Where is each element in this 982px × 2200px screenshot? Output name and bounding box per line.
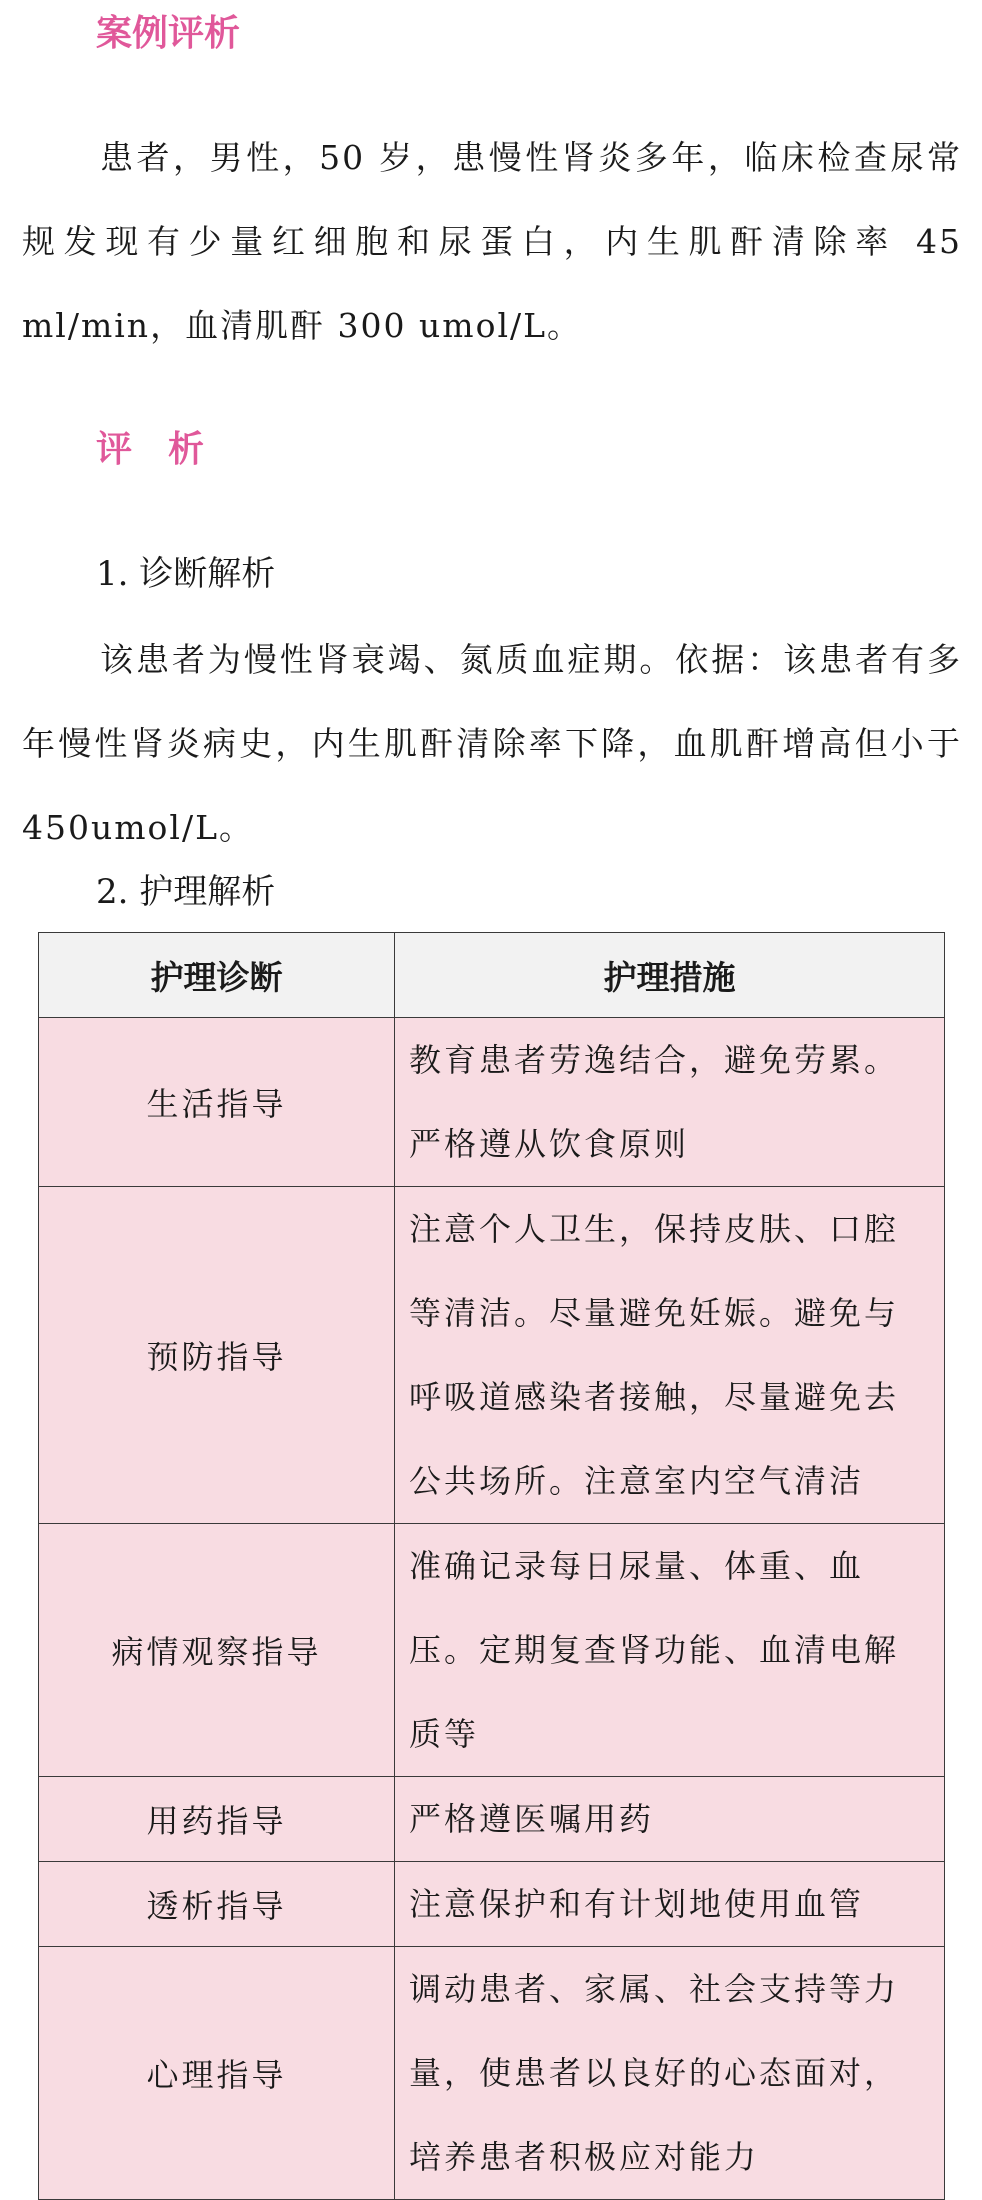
table-row bbox=[39, 1524, 945, 1777]
table-row bbox=[39, 1862, 945, 1947]
diagnosis-cell: 透析指导 bbox=[39, 1862, 395, 1947]
measures-cell: 注意保护和有计划地使用血管 bbox=[395, 1862, 945, 1947]
nursing-table bbox=[38, 932, 945, 2200]
table-row bbox=[39, 1018, 945, 1187]
diagnosis-cell: 预防指导 bbox=[39, 1187, 395, 1524]
diagnosis-cell: 用药指导 bbox=[39, 1777, 395, 1862]
measures-cell: 注意个人卫生，保持皮肤、口腔等清洁。尽量避免妊娠。避免与呼吸道感染者接触，尽量避免去公共场所。注意室内空气清洁 bbox=[395, 1187, 945, 1524]
table-header-row bbox=[39, 933, 945, 1018]
case-description: 患者，男性，50 岁，患慢性肾炎多年，临床检查尿常规发现有少量红细胞和尿蛋白，内生肌酐清除率 45 ml/min，血清肌酐 300 umol/L。 bbox=[22, 138, 962, 345]
diagnosis-cell: 病情观察指导 bbox=[39, 1524, 395, 1777]
measures-cell: 调动患者、家属、社会支持等力量，使患者以良好的心态面对，培养患者积极应对能力 bbox=[395, 1947, 945, 2200]
header-nursing-measures: 护理措施 bbox=[395, 933, 945, 1018]
case-analysis-heading: 案例评析 bbox=[96, 13, 241, 54]
diagnosis-analysis-title: 1. 诊断解析 bbox=[96, 554, 276, 594]
measures-cell: 准确记录每日尿量、体重、血压。定期复查肾功能、血清电解质等 bbox=[395, 1524, 945, 1777]
diagnosis-cell: 心理指导 bbox=[39, 1947, 395, 2200]
analysis-heading: 评 析 bbox=[96, 429, 205, 470]
measures-cell: 严格遵医嘱用药 bbox=[395, 1777, 945, 1862]
table-row bbox=[39, 1187, 945, 1524]
table-row bbox=[39, 1947, 945, 2200]
table-row bbox=[39, 1777, 945, 1862]
diagnosis-analysis-text: 该患者为慢性肾衰竭、氮质血症期。依据：该患者有多年慢性肾炎病史，内生肌酐清除率下降，血肌酐增高但小于 450umol/L。 bbox=[22, 640, 962, 847]
diagnosis-cell: 生活指导 bbox=[39, 1018, 395, 1187]
nursing-analysis-title: 2. 护理解析 bbox=[96, 872, 276, 912]
header-nursing-diagnosis: 护理诊断 bbox=[39, 933, 395, 1018]
measures-cell: 教育患者劳逸结合，避免劳累。严格遵从饮食原则 bbox=[395, 1018, 945, 1187]
